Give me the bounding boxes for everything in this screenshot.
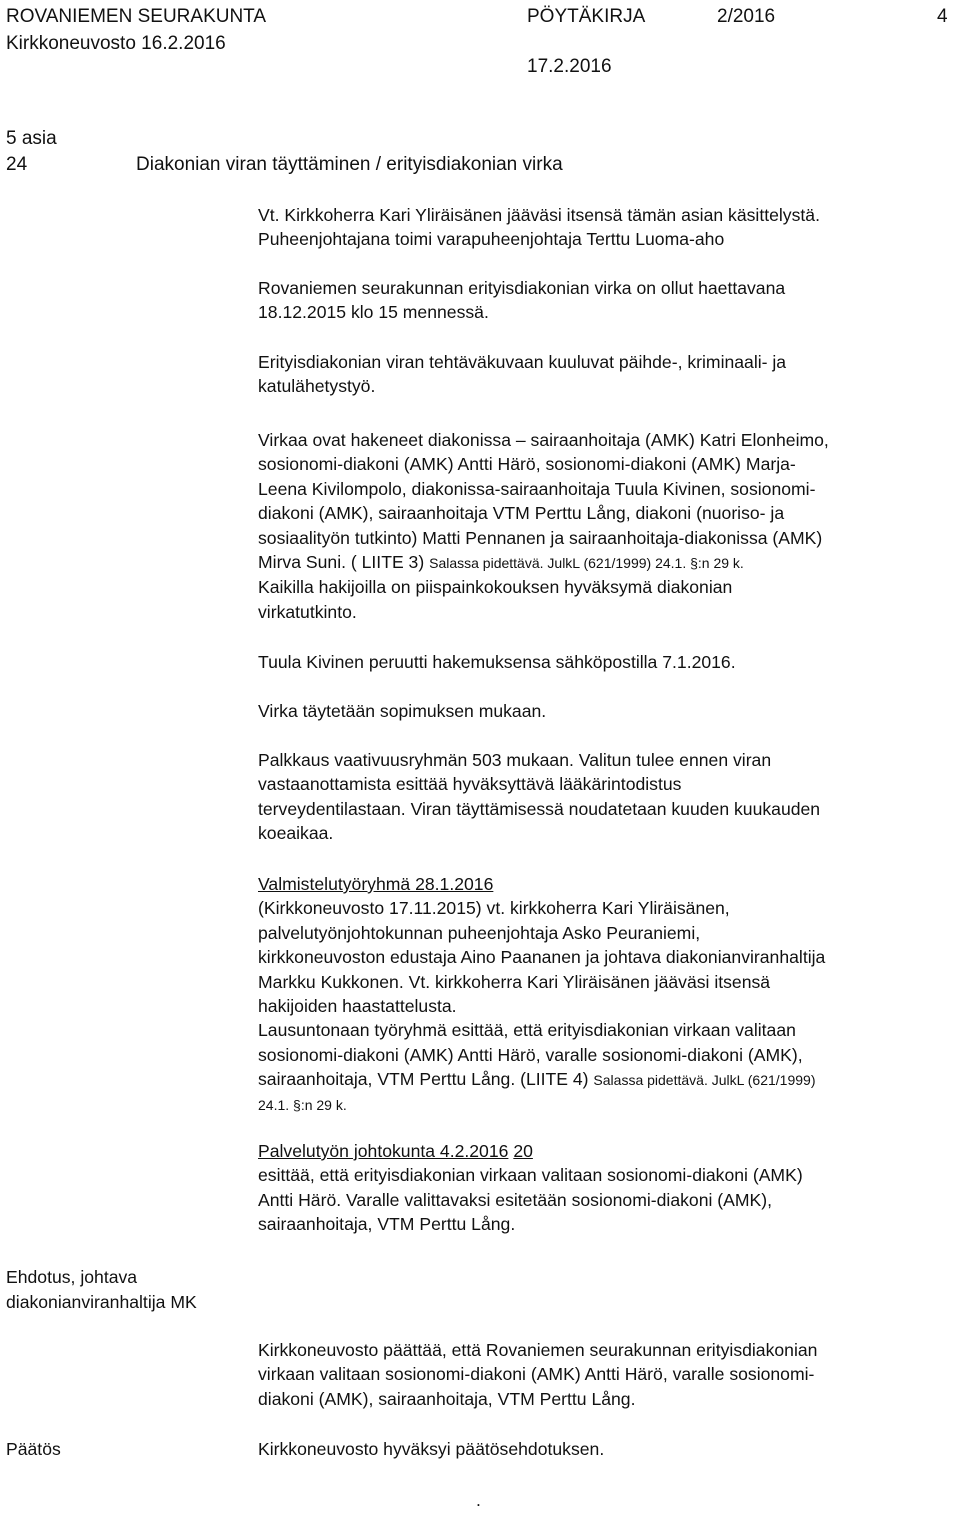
doc-number: 2/2016 (717, 6, 776, 27)
paragraph-working-group (258, 872, 958, 1117)
text-line (258, 1067, 958, 1092)
paragraph-withdrawal (258, 650, 958, 674)
text-line: diakoni (AMK), sairaanhoitaja, VTM Perttu Lång. (258, 1388, 636, 1409)
text-line: palvelutyönjohtokunnan puheenjohtaja Asko Peuraniemi, (258, 922, 701, 943)
text-line: Virkaa ovat hakeneet diakonissa – sairaanhoitaja (AMK) Katri Elonheimo, (258, 430, 829, 450)
section-title: Diakonian viran täyttäminen / erityisdiakonian virka (136, 154, 563, 175)
paragraph-agreement (258, 699, 958, 723)
paragraph-duties (258, 350, 958, 399)
text-line: (Kirkkoneuvosto 17.11.2015) vt. kirkkoherra Kari Yliräisänen, (258, 898, 730, 919)
applicants-last-line: Mirva Suni. ( LIITE 3) (258, 552, 425, 573)
text-line: Kaikilla hakijoilla on piispainkokouksen hyväksymä diakonian (258, 577, 733, 598)
section-number: 24 (6, 154, 28, 175)
doc-type: PÖYTÄKIRJA (527, 6, 646, 27)
text-line: sosionomi-diakoni (AMK) Antti Härö, sosionomi-diakoni (AMK) Marja- (258, 454, 796, 475)
decision-text: Kirkkoneuvosto hyväksyi päätösehdotuksen. (258, 1439, 605, 1459)
board-heading-line (258, 1139, 958, 1163)
decision-label: Päätös (6, 1439, 61, 1459)
confidential-note: Salassa pidettävä. JulkL (621/1999) (593, 1072, 816, 1089)
paragraph-vacancy (258, 276, 958, 325)
text-line: virkatutkinto. (258, 601, 357, 622)
org-name: ROVANIEMEN SEURAKUNTA (6, 6, 267, 27)
page-number: 4 (937, 6, 948, 27)
text-line: Rovaniemen seurakunnan erityisdiakonian virka on ollut haettavana (258, 278, 786, 298)
text-line: Vt. Kirkkoherra Kari Yliräisänen jääväsi itsensä tämän asian käsittelystä. (258, 205, 820, 225)
text-line: Tuula Kivinen peruutti hakemuksensa sähköpostilla 7.1.2016. (258, 652, 736, 672)
text-line: vastaanottamista esittää hyväksyttävä lääkärintodistus (258, 774, 682, 795)
text-line: kirkkoneuvoston edustaja Aino Paananen ja johtava diakonianviranhaltija (258, 947, 826, 968)
board-heading: Palvelutyön johtokunta 4.2.2016 (258, 1141, 509, 1161)
text-line: Erityisdiakonian viran tehtäväkuvaan kuuluvat päihde-, kriminaali- ja (258, 352, 787, 372)
paragraph-recusal (258, 203, 958, 252)
text-line: Puheenjohtajana toimi varapuheenjohtaja Terttu Luoma-aho (258, 229, 725, 250)
paragraph-board (258, 1139, 958, 1237)
working-group-last-line: sairaanhoitaja, VTM Perttu Lång. (LIITE 4) (258, 1069, 589, 1090)
text-line: Antti Härö. Varalle valittavaksi esitetään sosionomi-diakoni (AMK), (258, 1189, 773, 1210)
confidential-note: Salassa pidettävä. JulkL (621/1999) 24.1. §:n 29 k. (429, 555, 744, 572)
text-line: Virka täytetään sopimuksen mukaan. (258, 701, 547, 721)
text-line (258, 550, 958, 575)
meeting-name: Kirkkoneuvosto 16.2.2016 (6, 33, 226, 54)
doc-date: 17.2.2016 (527, 56, 612, 77)
text-line: sosionomi-diakoni (AMK) Antti Härö, varalle sosionomi-diakoni (AMK), (258, 1044, 803, 1065)
proposal-text (258, 1338, 958, 1411)
paragraph-applicants (258, 428, 958, 624)
footer-dot: . (476, 1490, 481, 1510)
text-line: Kirkkoneuvosto päättää, että Rovaniemen seurakunnan erityisdiakonian (258, 1340, 818, 1360)
working-group-heading: Valmistelutyöryhmä 28.1.2016 (258, 874, 494, 894)
text-line: koeaikaa. (258, 823, 334, 844)
paragraph-salary (258, 748, 958, 846)
text-line: Leena Kivilompolo, diakonissa-sairaanhoitaja Tuula Kivinen, sosionomi- (258, 478, 816, 499)
text-line: sosiaalityön tutkinto) Matti Pennanen ja sairaanhoitaja-diakonissa (AMK) (258, 527, 823, 548)
board-section-number: 20 (513, 1141, 533, 1161)
text-line: Palkkaus vaativuusryhmän 503 mukaan. Valitun tulee ennen viran (258, 750, 772, 770)
text-line: esittää, että erityisdiakonian virkaan valitaan sosionomi-diakoni (AMK) (258, 1165, 803, 1186)
text-line: sairaanhoitaja, VTM Perttu Lång. (258, 1214, 516, 1235)
text-line: Markku Kukkonen. Vt. kirkkoherra Kari Yliräisänen jääväsi itsensä (258, 971, 771, 992)
text-line: katulähetystyö. (258, 376, 376, 397)
text-line: hakijoiden haastattelusta. (258, 996, 457, 1017)
proposal-label-line-1: Ehdotus, johtava (6, 1267, 138, 1287)
text-line: terveydentilastaan. Viran täyttämisessä noudatetaan kuuden kuukauden (258, 798, 821, 819)
proposal-label-line-2: diakonianviranhaltija MK (6, 1292, 197, 1312)
confidential-note-cont: 24.1. §:n 29 k. (258, 1096, 347, 1113)
text-line: diakoni (AMK), sairaanhoitaja VTM Perttu Lång, diakoni (nuoriso- ja (258, 503, 785, 524)
text-line: 18.12.2015 klo 15 mennessä. (258, 302, 489, 323)
text-line: virkaan valitaan sosionomi-diakoni (AMK) Antti Härö, varalle sosionomi- (258, 1364, 815, 1385)
text-line: Lausuntonaan työryhmä esittää, että erityisdiakonian virkaan valitaan (258, 1020, 796, 1041)
item-label: 5 asia (6, 128, 57, 149)
